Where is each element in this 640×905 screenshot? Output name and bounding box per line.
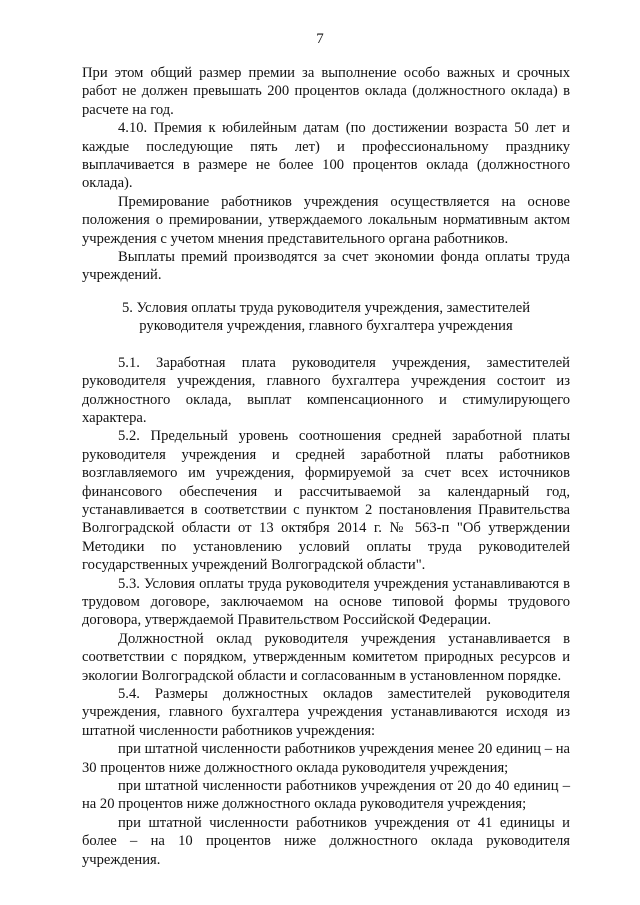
document-body	[82, 64, 570, 869]
paragraph-premium-limit: При этом общий размер премии за выполнение особо важных и срочных работ не должен превышать 200 процентов оклада (должностного оклада) в расчете на год.	[82, 65, 570, 118]
paragraph-bonus-funding: Выплаты премий производятся за счет экономии фонда оплаты труда учреждений.	[82, 249, 570, 284]
section-5-heading-line-1: 5. Условия оплаты труда руководителя учреждения, заместителей	[121, 299, 531, 316]
section-5-heading	[82, 299, 570, 336]
paragraph-5-1: 5.1. Заработная плата руководителя учреждения, заместителей руководителя учреждения, главного бухгалтера учреждения состоит из должностного оклада, выплат компенсационного и стимулирующего характера.	[82, 354, 570, 426]
paragraph-5-4: 5.4. Размеры должностных окладов заместителей руководителя учреждения, главного бухгалтера учреждения устанавливаются исходя из штатной численности работников учреждения:	[82, 686, 570, 739]
list-item-20-to-40: при штатной численности работников учреждения от 20 до 40 единиц – на 20 процентов ниже должностного оклада руководителя учреждения;	[82, 778, 570, 813]
paragraph-4-10-anniversary-bonus: 4.10. Премия к юбилейным датам (по достижении возраста 50 лет и каждые последующие пять лет) и профессиональному празднику выплачивается в размере не более 100 процентов оклада (должностного оклада).	[82, 120, 570, 192]
page-number: 7	[316, 31, 324, 47]
paragraph-bonus-regulation: Премирование работников учреждения осуществляется на основе положения о премировании, утверждаемого локальным нормативным актом учреждения с учетом мнения представительного органа работников.	[82, 193, 570, 247]
list-item-41-and-more: при штатной численности работников учреждения от 41 единицы и более – на 10 процентов ниже должностного оклада руководителя учреждения.	[82, 814, 570, 868]
paragraph-5-3: 5.3. Условия оплаты труда руководителя учреждения устанавливаются в трудовом договоре, заключаемом на основе типовой формы трудового договора, утверждаемой Правительством Российской Федерации.	[82, 575, 570, 629]
paragraph-5-2: 5.2. Предельный уровень соотношения средней заработной платы руководителя учреждения и средней заработной платы работников возглавляемого им учреждения, формируемой за счет всех источников финансового обеспечения и рассчитываемой за календарный год, устанавливается в соответствии с пунктом 2 постановления Правительства Волгоградской области от 13 октября 2014 г. № 563-п "Об утверждении Методики по установлению условий оплаты труда руководителей государственных учреждений Волгоградской области".	[82, 428, 570, 574]
paragraph-director-salary: Должностной оклад руководителя учреждения устанавливается в соответствии с порядком, утвержденным комитетом природных ресурсов и экологии Волгоградской области и согласованным в установленном порядке.	[82, 630, 570, 684]
section-5-heading-line-2: руководителя учреждения, главного бухгалтера учреждения	[139, 318, 513, 335]
list-item-less-than-20: при штатной численности работников учреждения менее 20 единиц – на 30 процентов ниже должностного оклада руководителя учреждения;	[82, 741, 570, 776]
